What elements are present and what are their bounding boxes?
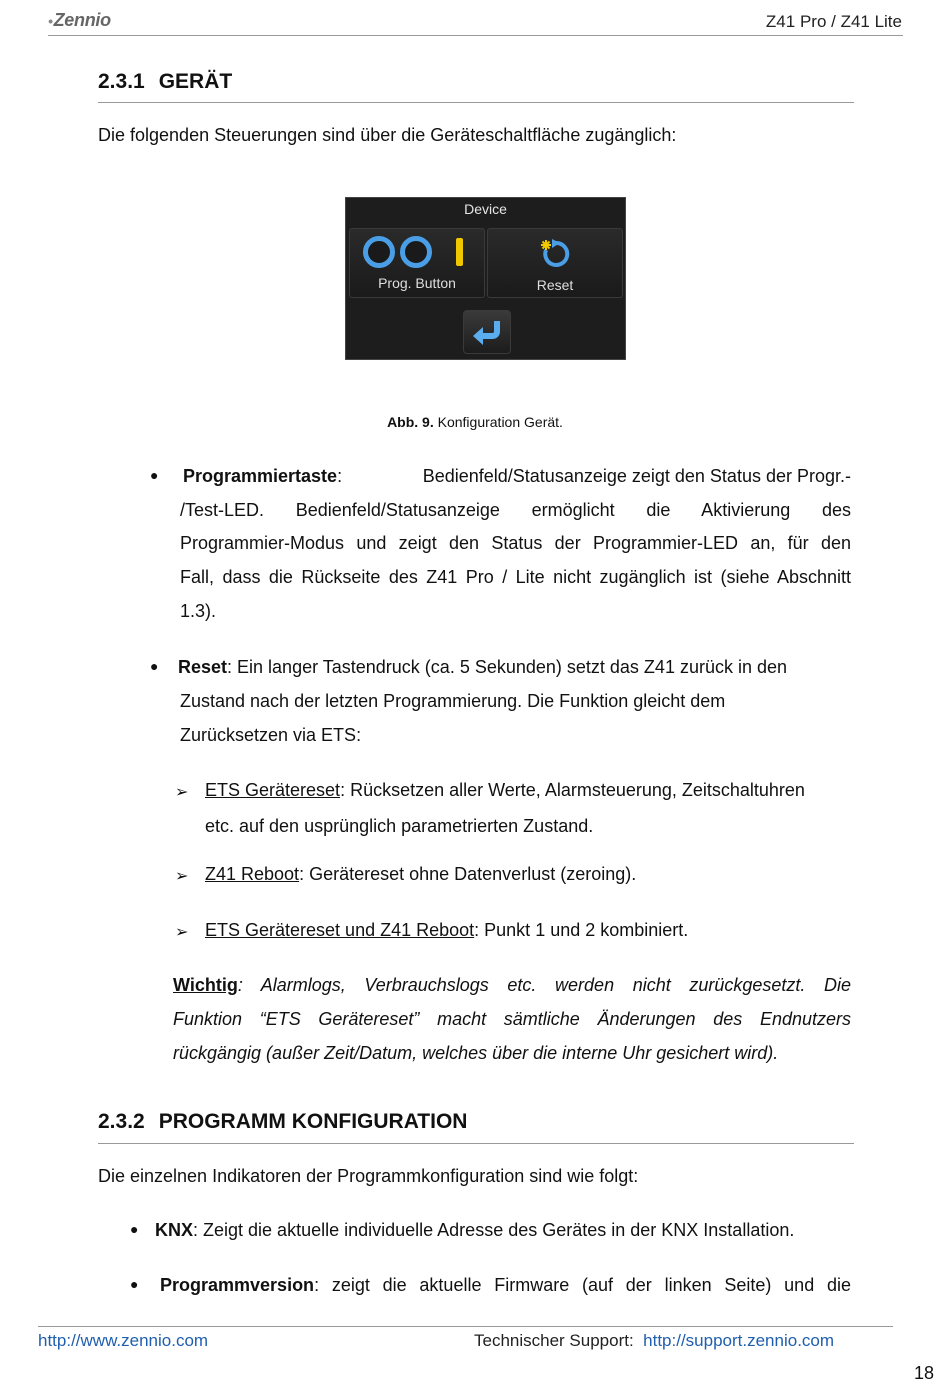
sub-bullet-text: : Rücksetzen aller Werte, Alarmsteuerung, Zeitschaltuhren [340, 780, 805, 800]
figure-caption [0, 414, 950, 430]
footer-support-link[interactable]: http://support.zennio.com [643, 1331, 835, 1350]
link-ets-reset-and-reboot[interactable]: ETS Gerätereset und Z41 Reboot [205, 920, 475, 940]
section-heading-geraet [98, 70, 232, 94]
bullet-prog-line1 [183, 459, 851, 493]
led-ring-icon [400, 236, 432, 268]
section-intro: Die folgenden Steuerungen sind über die Geräteschaltfläche zugänglich: [98, 125, 677, 145]
bullet-programmversion [160, 1268, 851, 1302]
sub-bullet-ets-reset [205, 773, 805, 807]
bullet-prog-line1-text: Bedienfeld/Statusanzeige zeigt den Status der Progr.- [422, 466, 851, 486]
bullet-knx [155, 1213, 794, 1247]
bullet-reset-line3: Zurücksetzen via ETS: [180, 725, 362, 745]
sub-bullet-combined [205, 913, 688, 947]
prog-button[interactable] [349, 228, 485, 298]
reset-button[interactable] [487, 228, 623, 298]
arrow-bullet-icon: ➢ [175, 924, 189, 941]
led-bar-icon [456, 238, 463, 266]
bullet-prog-line3: Programmier-Modus und zeigt den Status der Programmier-LED an, für den [180, 533, 851, 553]
section2-intro: Die einzelnen Indikatoren der Programmkonfiguration sind wie folgt: [98, 1166, 639, 1186]
arrow-bullet-icon: ➢ [175, 784, 189, 801]
term-knx: KNX [155, 1220, 194, 1240]
logo-text: Zennio [53, 10, 111, 30]
footer-divider [38, 1326, 893, 1327]
sub-bullet-z41-reboot [205, 857, 636, 891]
caption-label: Abb. 9. [387, 414, 434, 430]
reset-button-label: Reset [536, 277, 574, 293]
section-number: 2.3.1 [98, 70, 145, 93]
section-divider [98, 1143, 854, 1144]
section-number: 2.3.2 [98, 1110, 145, 1133]
term-reset: Reset [178, 657, 228, 677]
header-divider [48, 35, 903, 36]
device-panel-screenshot [345, 197, 626, 360]
term-programmiertaste: Programmiertaste [183, 466, 338, 486]
note-line1 [173, 968, 851, 1002]
note-line1-text: : Alarmlogs, Verbrauchslogs etc. werden nicht zurückgesetzt. Die [237, 975, 851, 995]
device-panel-title: Device [464, 201, 507, 217]
sub-bullet-text: : Gerätereset ohne Datenverlust (zeroing). [299, 864, 637, 884]
footer-support [474, 1331, 834, 1351]
footer-support-label: Technischer Support: [474, 1331, 634, 1350]
bullet-icon: ● [150, 658, 159, 674]
caption-text: Konfiguration Gerät. [433, 414, 563, 430]
bullet-icon: ● [150, 467, 159, 483]
bullet-reset-line2: Zustand nach der letzten Programmierung. Die Funktion gleicht dem [180, 691, 726, 711]
bullet-icon: ● [130, 1221, 139, 1237]
bullet-reset-line1 [178, 650, 787, 684]
page-number: 18 [913, 1363, 934, 1383]
bullet-knx-text: : Zeigt die aktuelle individuelle Adresse des Gerätes in der KNX Installation. [193, 1220, 795, 1240]
section-divider [98, 102, 854, 103]
reset-icon [538, 236, 574, 272]
logo-dots-icon: • [48, 13, 53, 29]
arrow-bullet-icon: ➢ [175, 868, 189, 885]
bullet-programmversion-text: : zeigt die aktuelle Firmware (auf der linken Seite) und die [314, 1275, 851, 1295]
sub-bullet-text: : Punkt 1 und 2 kombiniert. [474, 920, 689, 940]
bullet-icon: ● [130, 1276, 139, 1292]
section-heading-programm [98, 1110, 467, 1134]
bullet-prog-line2: /Test-LED. Bedienfeld/Statusanzeige ermöglicht die Aktivierung des [180, 500, 851, 520]
footer-website-link[interactable]: http://www.zennio.com [38, 1331, 209, 1350]
note-line2: Funktion “ETS Gerätereset” macht sämtliche Änderungen des Endnutzers [173, 1009, 851, 1029]
term-programmversion: Programmversion [160, 1275, 315, 1295]
note-line3: rückgängig (außer Zeit/Datum, welches über die interne Uhr gesichert wird). [173, 1043, 779, 1063]
link-ets-geraetereset[interactable]: ETS Gerätereset [205, 780, 341, 800]
section-title: GERÄT [158, 70, 233, 93]
zennio-logo [48, 10, 111, 31]
link-z41-reboot[interactable]: Z41 Reboot [205, 864, 300, 884]
bullet-prog-line4: Fall, dass die Rückseite des Z41 Pro / Lite nicht zugänglich ist (siehe Abschnitt [180, 567, 851, 587]
section-title: PROGRAMM KONFIGURATION [158, 1110, 468, 1133]
document-title: Z41 Pro / Z41 Lite [765, 12, 902, 31]
led-ring-icon [363, 236, 395, 268]
note-label: Wichtig [173, 975, 238, 995]
prog-button-label: Prog. Button [378, 275, 456, 291]
back-button[interactable] [463, 310, 511, 354]
sub-bullet-ets-reset-line2: etc. auf den usprünglich parametrierten Zustand. [205, 816, 594, 836]
bullet-prog-line5: 1.3). [180, 601, 217, 621]
bullet-reset-line1-text: : Ein langer Tastendruck (ca. 5 Sekunden) setzt das Z41 zurück in den [227, 657, 788, 677]
term-colon: : [337, 466, 343, 486]
back-arrow-icon [464, 311, 510, 353]
